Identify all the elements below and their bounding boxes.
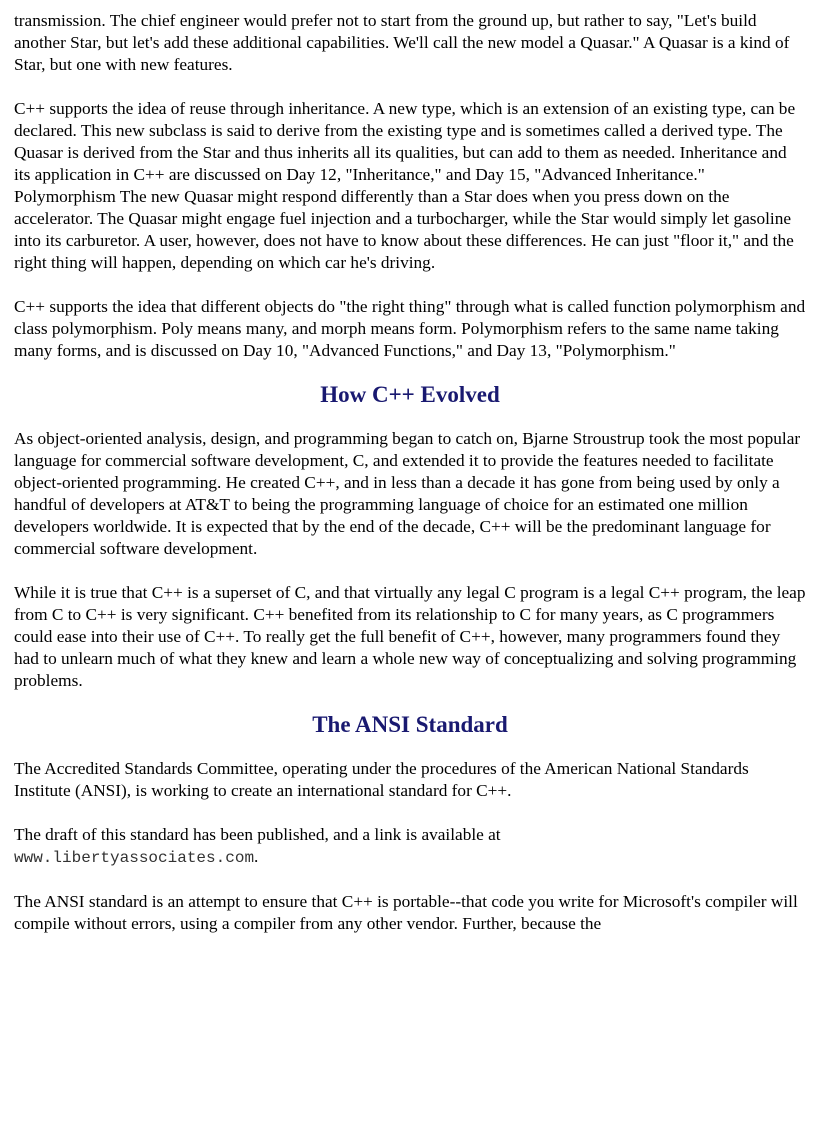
paragraph-c-superset: While it is true that C++ is a superset of C, and that virtually any legal C program is a legal C++ program, the leap from C to C++ is very significant. C++ benefited from its relationship to C for many years, as C programmers could ease into their use of C++. To really get the full benefit of C++, however, many programmers found they had to unlearn much of what they knew and learn a whole new way of conceptualizing and solving programming problems. xyxy=(14,583,806,690)
heading-how-cpp-evolved: How C++ Evolved xyxy=(320,382,500,407)
liberty-associates-link[interactable]: www.libertyassociates.com xyxy=(14,849,255,867)
paragraph-cpp-history: As object-oriented analysis, design, and programming began to catch on, Bjarne Stroustrup took the most popular language for commercial software development, C, and extended it to provide the features needed to facilitate object-oriented programming. He created C++, and in less than a decade it has gone from being used by only a handful of developers at AT&T to being the programming language of choice for an estimated one million developers worldwide. It is expected that by the end of the decade, C++ will be the predominant language for commercial software development. xyxy=(14,429,801,558)
document-page xyxy=(14,10,806,935)
paragraph-standards-committee: The Accredited Standards Committee, operating under the procedures of the American National Standards Institute (ANSI), is working to create an international standard for C++. xyxy=(14,759,749,800)
draft-standard-period: . xyxy=(254,847,259,866)
heading-ansi-standard: The ANSI Standard xyxy=(312,712,508,737)
paragraph-inheritance: C++ supports the idea of reuse through inheritance. A new type, which is an extension of an existing type, can be declared. This new subclass is said to derive from the existing type and is sometimes called a derived type. The Quasar is derived from the Star and thus inherits all its qualities, but can add to them as needed. Inheritance and its application in C++ are discussed on Day 12, "Inheritance," and Day 15, "Advanced Inheritance." Polymorphism The new Quasar might respond differently than a Star does when you press down on the accelerator. The Quasar might engage fuel injection and a turbocharger, while the Star would simply let gasoline into its carburetor. A user, however, does not have to know about these differences. He can just "floor it," and the right thing will happen, depending on which car he's driving. xyxy=(14,99,796,272)
paragraph-quasar-intro: transmission. The chief engineer would prefer not to start from the ground up, but rather to say, "Let's build another Star, but let's add these additional capabilities. We'll call the new model a Quasar." A Quasar is a kind of Star, but one with new features. xyxy=(14,11,790,74)
paragraph-ansi-portable: The ANSI standard is an attempt to ensure that C++ is portable--that code you write for Microsoft's compiler will compile without errors, using a compiler from any other vendor. Further, because the xyxy=(14,892,798,933)
draft-standard-text: The draft of this standard has been published, and a link is available at xyxy=(14,825,501,844)
paragraph-polymorphism: C++ supports the idea that different objects do "the right thing" through what is called function polymorphism and class polymorphism. Poly means many, and morph means form. Polymorphism refers to the same name taking many forms, and is discussed on Day 10, "Advanced Functions," and Day 13, "Polymorphism." xyxy=(14,297,806,360)
paragraph-draft-standard xyxy=(14,824,806,869)
